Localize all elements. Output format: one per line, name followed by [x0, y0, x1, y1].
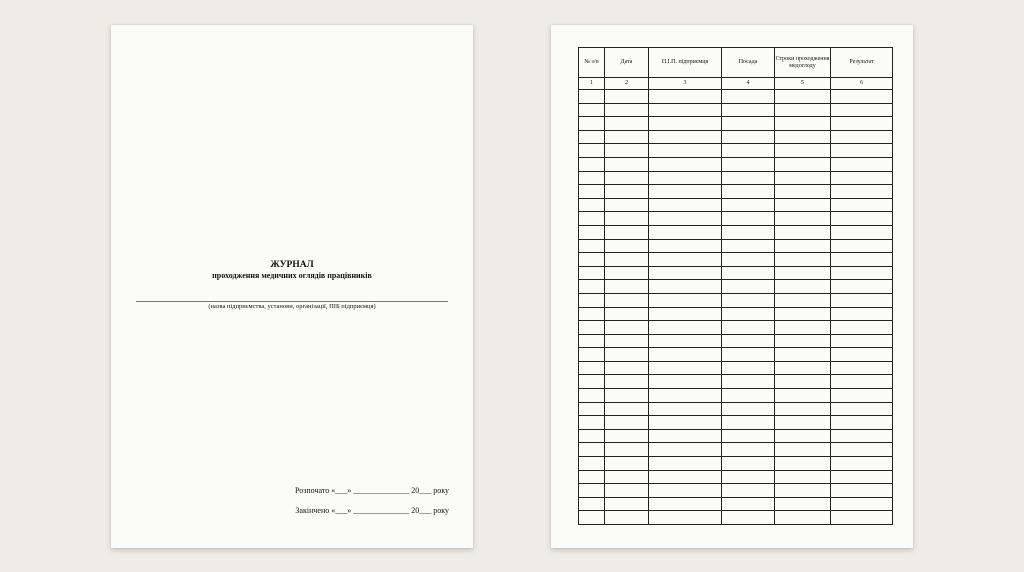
table-cell [775, 307, 831, 321]
table-cell [649, 117, 722, 131]
table-cell [579, 103, 605, 117]
table-cell [649, 171, 722, 185]
table-cell [579, 198, 605, 212]
table-cell [775, 470, 831, 484]
table-cell [579, 266, 605, 280]
header-exam-dates: Строки проходження медоглоду [775, 48, 831, 78]
table-cell [605, 307, 649, 321]
journal-table-page [551, 25, 913, 548]
table-cell [722, 90, 775, 104]
table-cell [831, 185, 893, 199]
table-cell [649, 457, 722, 471]
table-cell [605, 90, 649, 104]
table-cell [649, 416, 722, 430]
table-cell [775, 130, 831, 144]
table-cell [831, 90, 893, 104]
table-cell [579, 361, 605, 375]
table-cell [649, 429, 722, 443]
journal-cover-page [111, 25, 473, 548]
table-header-row [579, 48, 893, 78]
table-cell [649, 348, 722, 362]
table-cell [722, 117, 775, 131]
table-row [579, 470, 893, 484]
table-cell [722, 321, 775, 335]
table-cell [649, 511, 722, 525]
table-cell [649, 144, 722, 158]
table-cell [722, 470, 775, 484]
column-number: 1 [579, 78, 605, 90]
table-row [579, 171, 893, 185]
table-cell [831, 280, 893, 294]
table-cell [605, 253, 649, 267]
table-cell [605, 103, 649, 117]
table-cell [722, 402, 775, 416]
table-cell [649, 253, 722, 267]
table-row [579, 389, 893, 403]
table-row [579, 253, 893, 267]
table-cell [722, 511, 775, 525]
table-cell [831, 470, 893, 484]
table-row [579, 103, 893, 117]
table-cell [775, 511, 831, 525]
table-cell [649, 185, 722, 199]
table-cell [722, 198, 775, 212]
table-cell [775, 334, 831, 348]
table-cell [605, 361, 649, 375]
table-cell [649, 293, 722, 307]
table-cell [579, 375, 605, 389]
table-cell [605, 402, 649, 416]
table-cell [649, 130, 722, 144]
table-cell [831, 239, 893, 253]
table-cell [605, 334, 649, 348]
table-cell [605, 266, 649, 280]
table-cell [722, 348, 775, 362]
table-cell [831, 443, 893, 457]
table-row [579, 484, 893, 498]
table-cell [579, 511, 605, 525]
table-cell [722, 389, 775, 403]
table-row [579, 144, 893, 158]
table-row [579, 457, 893, 471]
table-cell [775, 457, 831, 471]
table-row [579, 348, 893, 362]
table-row [579, 429, 893, 443]
table-cell [605, 212, 649, 226]
journal-table-body [579, 90, 893, 525]
table-cell [775, 443, 831, 457]
table-cell [579, 280, 605, 294]
finished-date-line: Закінчено «___» ______________ 20___ року [295, 506, 449, 515]
table-row [579, 497, 893, 511]
header-number: № з/п [579, 48, 605, 78]
table-cell [722, 334, 775, 348]
table-cell [831, 157, 893, 171]
table-cell [775, 90, 831, 104]
table-cell [775, 361, 831, 375]
table-cell [579, 293, 605, 307]
table-cell [579, 307, 605, 321]
table-cell [722, 361, 775, 375]
table-cell [775, 266, 831, 280]
table-cell [649, 266, 722, 280]
table-row [579, 443, 893, 457]
column-number-row [579, 78, 893, 90]
table-cell [831, 144, 893, 158]
table-cell [775, 239, 831, 253]
header-date: Дата [605, 48, 649, 78]
table-cell [722, 225, 775, 239]
table-cell [579, 253, 605, 267]
table-row [579, 280, 893, 294]
table-cell [605, 130, 649, 144]
table-cell [649, 470, 722, 484]
table-cell [722, 375, 775, 389]
table-cell [831, 497, 893, 511]
column-number: 2 [605, 78, 649, 90]
table-cell [831, 103, 893, 117]
table-cell [831, 266, 893, 280]
table-cell [775, 321, 831, 335]
table-cell [775, 484, 831, 498]
table-row [579, 375, 893, 389]
table-cell [649, 361, 722, 375]
table-row [579, 334, 893, 348]
table-cell [831, 416, 893, 430]
table-row [579, 130, 893, 144]
table-cell [605, 511, 649, 525]
table-cell [775, 198, 831, 212]
table-cell [722, 253, 775, 267]
table-cell [579, 348, 605, 362]
table-cell [579, 321, 605, 335]
table-cell [831, 375, 893, 389]
table-cell [579, 429, 605, 443]
table-cell [649, 402, 722, 416]
table-cell [649, 375, 722, 389]
table-row [579, 212, 893, 226]
table-cell [831, 293, 893, 307]
table-cell [579, 443, 605, 457]
table-cell [831, 429, 893, 443]
table-cell [775, 389, 831, 403]
table-row [579, 157, 893, 171]
table-row [579, 90, 893, 104]
table-cell [605, 443, 649, 457]
table-cell [649, 103, 722, 117]
table-cell [605, 198, 649, 212]
table-cell [775, 416, 831, 430]
table-cell [775, 497, 831, 511]
table-cell [722, 212, 775, 226]
table-cell [775, 144, 831, 158]
table-cell [605, 497, 649, 511]
column-number: 3 [649, 78, 722, 90]
table-cell [775, 157, 831, 171]
table-cell [579, 239, 605, 253]
table-cell [722, 266, 775, 280]
table-cell [605, 293, 649, 307]
table-row [579, 198, 893, 212]
table-cell [579, 185, 605, 199]
table-row [579, 266, 893, 280]
table-cell [649, 198, 722, 212]
table-cell [579, 117, 605, 131]
table-cell [831, 361, 893, 375]
table-cell [775, 348, 831, 362]
table-cell [831, 334, 893, 348]
table-cell [649, 225, 722, 239]
table-cell [605, 457, 649, 471]
table-cell [605, 171, 649, 185]
table-row [579, 361, 893, 375]
table-cell [579, 144, 605, 158]
table-cell [605, 157, 649, 171]
table-cell [722, 103, 775, 117]
table-row [579, 321, 893, 335]
organization-caption: (назва підприємства, установи, організації, ПІБ підприємця) [208, 303, 376, 310]
table-cell [579, 457, 605, 471]
table-cell [775, 293, 831, 307]
table-row [579, 511, 893, 525]
table-cell [775, 103, 831, 117]
table-cell [831, 511, 893, 525]
table-cell [605, 484, 649, 498]
table-cell [831, 307, 893, 321]
table-cell [579, 470, 605, 484]
table-row [579, 239, 893, 253]
table-cell [775, 117, 831, 131]
table-cell [722, 416, 775, 430]
table-cell [579, 389, 605, 403]
table-cell [722, 280, 775, 294]
table-cell [722, 443, 775, 457]
table-row [579, 402, 893, 416]
table-row [579, 225, 893, 239]
table-cell [579, 334, 605, 348]
table-cell [831, 348, 893, 362]
table-cell [722, 457, 775, 471]
table-cell [722, 157, 775, 171]
table-cell [831, 321, 893, 335]
column-number: 6 [831, 78, 893, 90]
table-row [579, 117, 893, 131]
cover-subtitle: проходження медичних оглядів працівників [212, 271, 372, 280]
table-cell [605, 470, 649, 484]
table-cell [649, 497, 722, 511]
table-cell [722, 130, 775, 144]
table-cell [722, 497, 775, 511]
table-cell [605, 348, 649, 362]
table-cell [605, 117, 649, 131]
table-cell [831, 198, 893, 212]
table-cell [722, 307, 775, 321]
table-cell [649, 212, 722, 226]
journal-table [578, 47, 893, 525]
table-row [579, 293, 893, 307]
table-cell [831, 484, 893, 498]
table-cell [722, 239, 775, 253]
table-cell [649, 280, 722, 294]
table-cell [579, 90, 605, 104]
started-date-line: Розпочато «___» ______________ 20___ року [294, 486, 449, 495]
table-cell [579, 484, 605, 498]
cover-title: ЖУРНАЛ [270, 260, 314, 270]
table-cell [579, 212, 605, 226]
header-position: Посада [722, 48, 775, 78]
table-cell [649, 484, 722, 498]
column-number: 5 [775, 78, 831, 90]
table-cell [831, 457, 893, 471]
table-cell [649, 90, 722, 104]
table-cell [649, 443, 722, 457]
table-cell [579, 225, 605, 239]
header-result: Результат [831, 48, 893, 78]
table-cell [831, 117, 893, 131]
table-cell [579, 497, 605, 511]
table-cell [775, 185, 831, 199]
table-cell [605, 375, 649, 389]
table-cell [831, 212, 893, 226]
table-cell [605, 429, 649, 443]
table-cell [579, 402, 605, 416]
column-number: 4 [722, 78, 775, 90]
table-row [579, 307, 893, 321]
table-row [579, 185, 893, 199]
table-cell [722, 484, 775, 498]
table-cell [649, 239, 722, 253]
table-cell [605, 144, 649, 158]
table-cell [775, 171, 831, 185]
table-cell [649, 334, 722, 348]
table-cell [649, 389, 722, 403]
table-cell [605, 321, 649, 335]
table-cell [605, 416, 649, 430]
table-cell [775, 402, 831, 416]
table-cell [605, 239, 649, 253]
table-cell [831, 171, 893, 185]
table-row [579, 416, 893, 430]
table-cell [831, 253, 893, 267]
table-cell [831, 389, 893, 403]
table-cell [579, 130, 605, 144]
table-cell [775, 253, 831, 267]
table-cell [605, 280, 649, 294]
table-cell [831, 130, 893, 144]
table-cell [605, 225, 649, 239]
table-cell [579, 157, 605, 171]
table-cell [775, 212, 831, 226]
table-cell [775, 375, 831, 389]
table-cell [649, 157, 722, 171]
table-cell [579, 171, 605, 185]
table-cell [722, 185, 775, 199]
table-cell [722, 293, 775, 307]
table-cell [605, 389, 649, 403]
table-cell [649, 321, 722, 335]
table-cell [722, 144, 775, 158]
table-cell [831, 402, 893, 416]
organization-name-line [136, 301, 448, 302]
header-name: П.І.П. підприємця [649, 48, 722, 78]
table-cell [722, 171, 775, 185]
table-cell [649, 307, 722, 321]
table-cell [831, 225, 893, 239]
table-cell [722, 429, 775, 443]
table-cell [579, 416, 605, 430]
table-cell [775, 280, 831, 294]
table-cell [775, 225, 831, 239]
table-cell [605, 185, 649, 199]
table-cell [775, 429, 831, 443]
